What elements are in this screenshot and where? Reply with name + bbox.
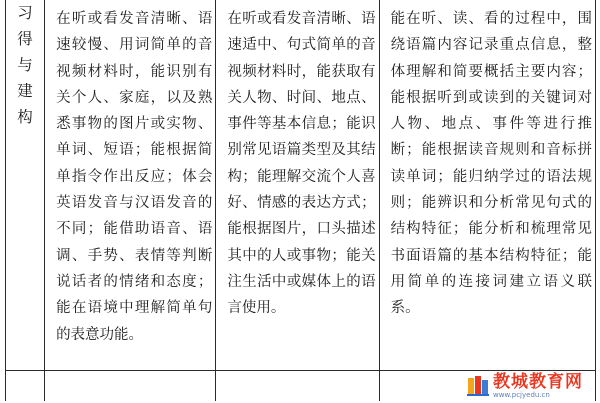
row-label <box>6 0 44 130</box>
cell-text-level-3: 能在听、读、看的过程中，围绕语篇内容记录重点信息，整体理解和简要概括主要内容；能根据听到或读到的关键词对人物、地点、事件等进行推断；能根据读音规则和音标拼读单词；能归纳学过的语法规则；能辨识和分析常见句式的结构特征；能分析和梳理常见书面语篇的基本结构特征；能用简单的连接词建立语义联系。 <box>390 11 592 317</box>
site-logo-icon <box>466 374 490 398</box>
watermark-title: 教城教育网 <box>493 371 583 392</box>
watermark-url: www.pcjyedu.cn <box>493 390 550 399</box>
site-watermark <box>466 371 586 401</box>
cell-text-level-2: 在听或看发音清晰、语速适中、句式简单的音视频材料时，能获取有关人物、时间、地点、事件等基本信息；能识别常见语篇类型及其结构；能理解交流个人喜好、情感的表达方式；能根据图片，口头描述其中的人或事物；能关注生活中或媒体上的语言使用。 <box>227 11 376 317</box>
table-cell-level-2 <box>216 0 379 371</box>
cell-text-level-1: 在听或看发音清晰、语速较慢、用词简单的音视频材料时，能识别有关个人、家庭，以及熟悉事物的图片或实物、单词、短语；能根据简单指令作出反应；体会英语发音与汉语发音的不同；能借助语音、语调、手势、表情等判断说话者的情绪和态度；能在语境中理解简单句的表意功能。 <box>56 11 213 343</box>
row-label-char: 习 <box>17 4 33 22</box>
table-cell-level-1 <box>45 0 216 371</box>
table-cell-empty <box>6 371 45 402</box>
table-cell-empty <box>45 371 216 402</box>
row-label-char: 建 <box>17 82 33 100</box>
row-label-cell <box>6 0 45 371</box>
row-label-char: 与 <box>17 56 33 74</box>
row-label-char: 得 <box>17 30 33 48</box>
row-label-char: 构 <box>17 108 33 126</box>
table-cell-level-3 <box>379 0 595 371</box>
table-row-acquisition <box>6 0 596 371</box>
curriculum-table <box>5 0 596 401</box>
table-cell-empty <box>216 371 379 402</box>
